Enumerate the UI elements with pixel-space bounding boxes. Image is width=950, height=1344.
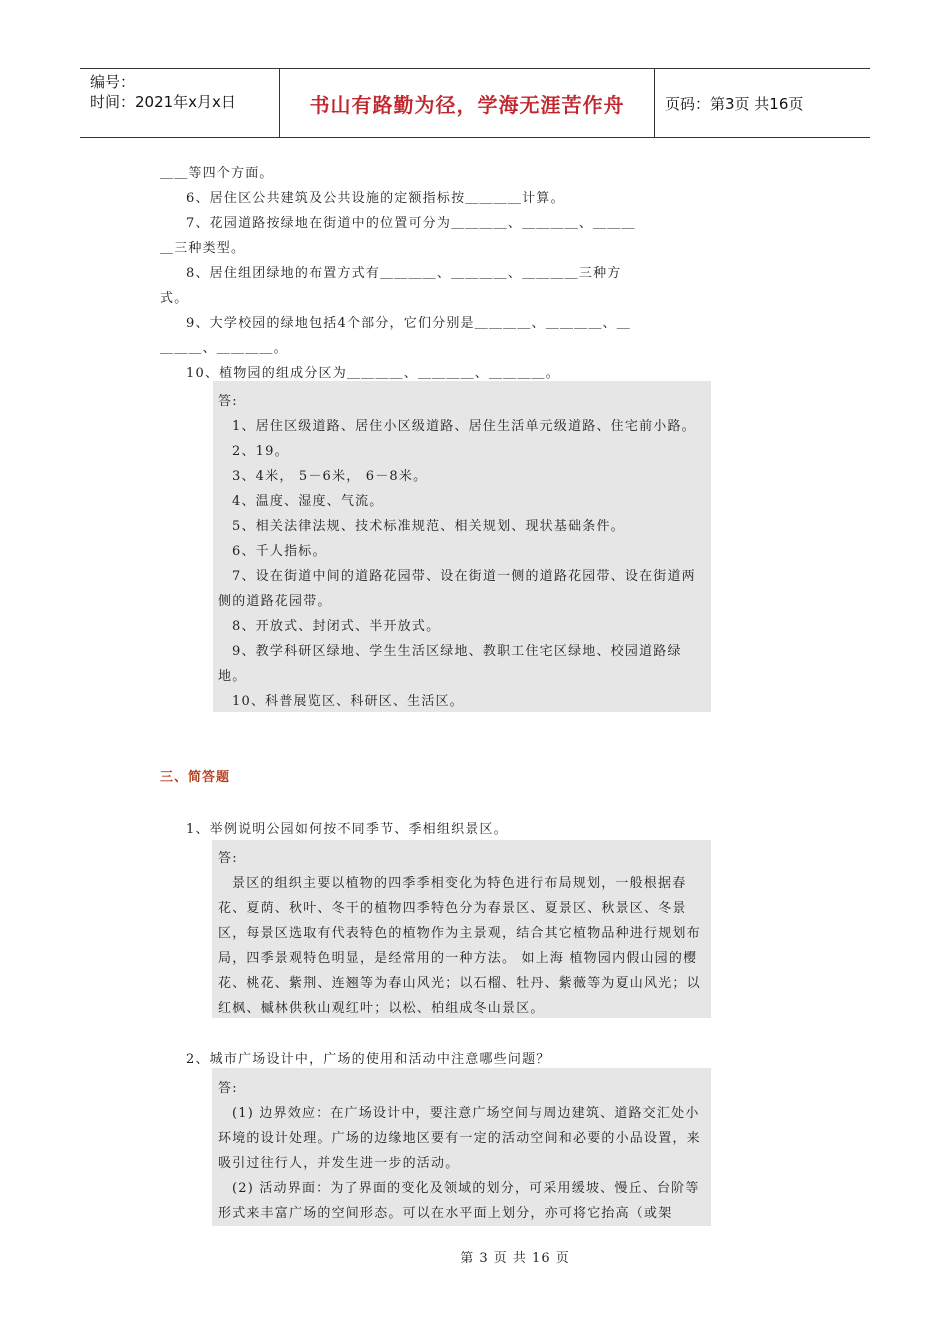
answer-line: 3、4米， 5－6米， 6－8米。 [232, 469, 428, 484]
question-line: ＿＿＿、＿＿＿＿。 [160, 341, 288, 356]
page-header [80, 68, 870, 138]
question-line: 7、花园道路按绿地在街道中的位置可分为＿＿＿＿、＿＿＿＿、＿＿＿ [186, 216, 636, 231]
answer-line: 吸引过往行人，并发生进一步的活动。 [218, 1156, 460, 1171]
answer-line: (1) 边界效应：在广场设计中，要注意广场空间与周边建筑、道路交汇处小 [232, 1106, 700, 1121]
code-label: 编号： [90, 73, 136, 91]
question-text: 2、城市广场设计中，广场的使用和活动中注意哪些问题？ [186, 1052, 551, 1067]
page-footer: 第 3 页 共 16 页 [460, 1251, 570, 1266]
answer-line: 8、开放式、封闭式、半开放式。 [232, 619, 441, 634]
answer-line: 2、19。 [232, 444, 289, 459]
answer-line: 花、桃花、紫荆、连翘等为春山风光；以石榴、牡丹、紫薇等为夏山风光；以 [218, 976, 701, 991]
answer-line: (2) 活动界面：为了界面的变化及领域的划分，可采用缓坡、慢丘、台阶等 [232, 1181, 700, 1196]
answer-line: 红枫、槭林供秋山观红叶；以松、柏组成冬山景区。 [218, 1001, 545, 1016]
section-title: 三、简答题 [160, 770, 231, 785]
question-text: 1、举例说明公园如何按不同季节、季相组织景区。 [186, 822, 508, 837]
answer-line: 花、夏荫、秋叶、冬干的植物四季特色分为春景区、夏景区、秋景区、冬景 [218, 901, 687, 916]
answer-line: 7、设在街道中间的道路花园带、设在街道一侧的道路花园带、设在街道两 [232, 569, 696, 584]
answer-line: 1、居住区级道路、居住小区级道路、居住生活单元级道路、住宅前小路。 [232, 419, 696, 434]
answer-line: 4、温度、湿度、气流。 [232, 494, 384, 509]
answer-line: 形式来丰富广场的空间形态。可以在水平面上划分，亦可将它抬高（或架 [218, 1206, 673, 1221]
answer-line: 侧的道路花园带。 [218, 594, 332, 609]
answer-line: 6、千人指标。 [232, 544, 327, 559]
answer-line: 10、科普展览区、科研区、生活区。 [232, 694, 464, 709]
answer-line: 局，四季景观特色明显，是经常用的一种方法。 如上海 植物园内假山园的樱 [218, 951, 698, 966]
answer-label: 答: [218, 851, 238, 866]
header-meta [80, 69, 280, 137]
answer-line: 景区的组织主要以植物的四季季相变化为特色进行布局规划，一般根据春 [232, 876, 687, 891]
question-line: 6、居住区公共建筑及公共设施的定额指标按＿＿＿＿计算。 [186, 191, 565, 206]
question-line: 8、居住组团绿地的布置方式有＿＿＿＿、＿＿＿＿、＿＿＿＿三种方 [186, 266, 622, 281]
header-motto: 书山有路勤为径，学海无涯苦作舟 [280, 69, 655, 137]
question-line: ＿＿等四个方面。 [160, 166, 274, 181]
question-line: ＿三种类型。 [160, 241, 246, 256]
time-label: 时间：2021年x月x日 [90, 93, 236, 111]
header-page-info: 页码：第3页 共16页 [665, 94, 804, 113]
answer-line: 区，每景区选取有代表特色的植物作为主景观，结合其它植物品种进行规划布 [218, 926, 701, 941]
question-line: 9、大学校园的绿地包括4个部分，它们分别是＿＿＿＿、＿＿＿＿、＿ [186, 316, 631, 331]
answer-line: 5、相关法律法规、技术标准规范、相关规划、现状基础条件。 [232, 519, 625, 534]
question-line: 式。 [160, 291, 189, 306]
answer-line: 9、教学科研区绿地、学生生活区绿地、教职工住宅区绿地、校园道路绿 [232, 644, 682, 659]
answer-line: 地。 [218, 669, 247, 684]
answer-label: 答: [218, 394, 238, 409]
question-line: 10、植物园的组成分区为＿＿＿＿、＿＿＿＿、＿＿＿＿。 [186, 366, 560, 381]
answer-line: 环境的设计处理。广场的边缘地区要有一定的活动空间和必要的小品设置，来 [218, 1131, 701, 1146]
answer-label: 答: [218, 1081, 238, 1096]
